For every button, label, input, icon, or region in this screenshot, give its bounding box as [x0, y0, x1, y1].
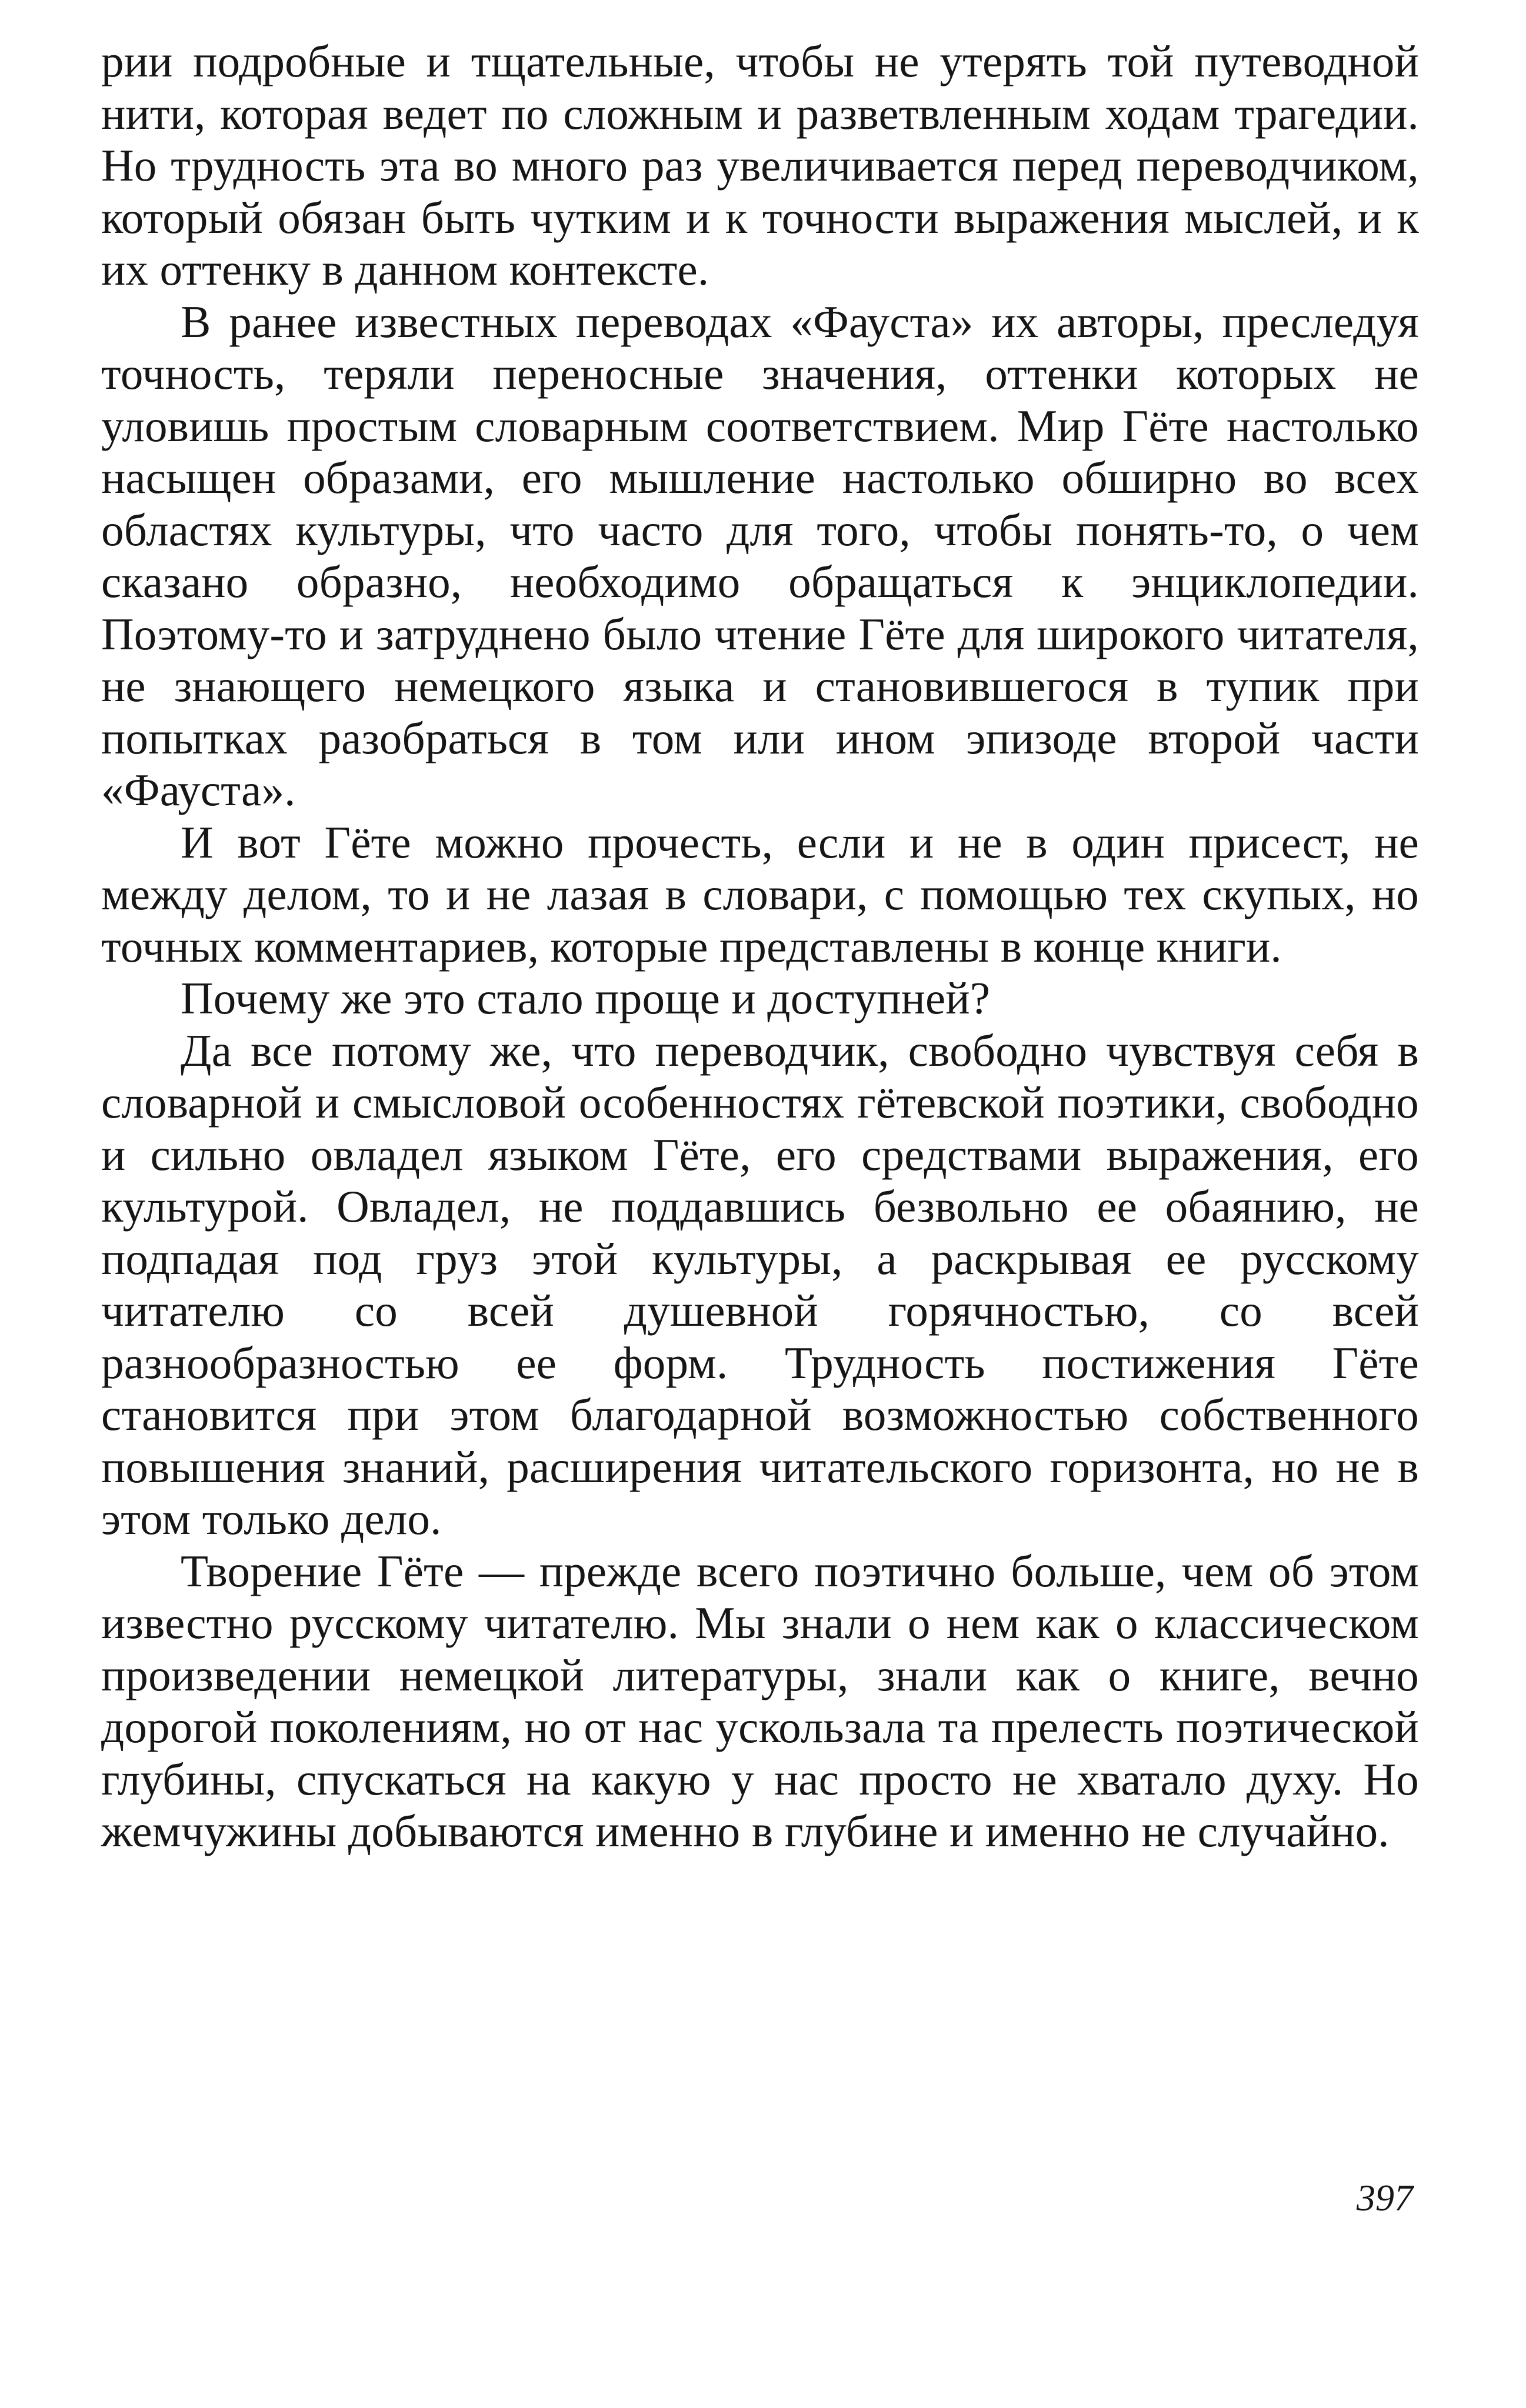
paragraph: И вот Гёте можно прочесть, если и не в один присест, не между делом, то и не лазая в словари, с помощью тех скупых, но точных комментариев, которые представлены в конце книги.: [101, 816, 1419, 972]
paragraph: Почему же это стало проще и доступней?: [181, 973, 991, 1023]
paragraph-continued: рии подробные и тщательные, чтобы не утерять той путеводной нити, которая ведет по сложным и разветвленным ходам трагедии. Но трудность эта во много раз увеличивается перед переводчиком, который обязан быть чутким и к точности выражения мыслей, и к их оттенку в данном контексте.: [101, 36, 1419, 295]
paragraph: Творение Гёте — прежде всего поэтично больше, чем об этом известно русскому читателю. Мы знали о нем как о классическом произведении немецкой литературы, знали как о книге, вечно дорогой поколениям, но от нас ускользала та прелесть поэтической глубины, спускаться на какую у нас просто не хватало духу. Но жемчужины добываются именно в глубине и именно не случайно.: [101, 1545, 1419, 1856]
page-body-text: [101, 35, 1419, 1857]
book-page: [101, 35, 1419, 2364]
page-number: 397: [1357, 2177, 1413, 2219]
paragraph: В ранее известных переводах «Фауста» их авторы, преследуя точность, теряли переносные значения, оттенки которых не уловишь простым словарным соответствием. Мир Гёте настолько насыщен образами, его мышление настолько обширно во всех областях культуры, что часто для того, чтобы понять-то, о чем сказано образно, необходимо обращаться к энциклопедии. Поэтому-то и затруднено было чтение Гёте для широкого читателя, не знающего немецкого языка и становившегося в тупик при попытках разобраться в том или ином эпизоде второй части «Фауста».: [101, 296, 1419, 815]
paragraph: Да все потому же, что переводчик, свободно чувствуя себя в словарной и смысловой особенностях гётевской поэтики, свободно и сильно овладел языком Гёте, его средствами выражения, его культурой. Овладел, не поддавшись безвольно ее обаянию, не подпадая под груз этой культуры, а раскрывая ее русскому читателю со всей душевной горячностью, со всей разнообразностью ее форм. Трудность постижения Гёте становится при этом благодарной возможностью собственного повышения знаний, расширения читательского горизонта, но не в этом только дело.: [101, 1025, 1419, 1544]
